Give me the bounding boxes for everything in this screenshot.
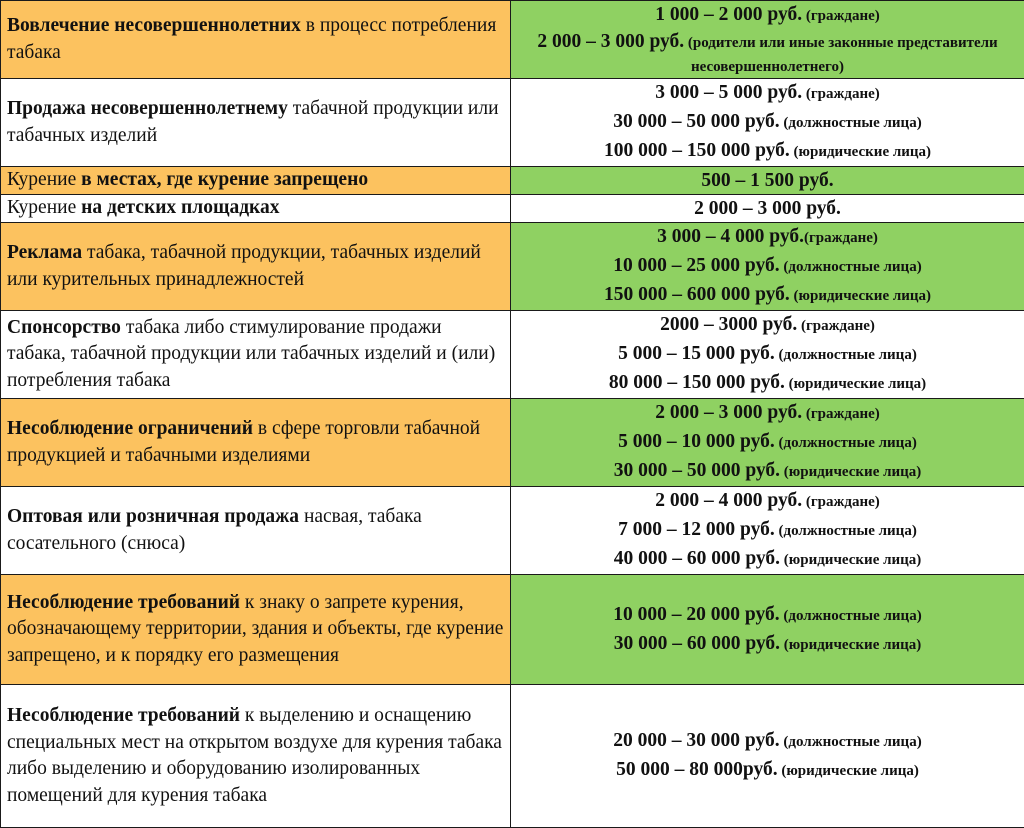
payer-category: (должностные лица) <box>780 259 922 275</box>
offense-emphasis: Несоблюдение требований <box>7 592 240 613</box>
offense-text: табака, табачной продукции, табачных изделий или курительных принадлежностей <box>7 242 481 290</box>
payer-category: (должностные лица) <box>780 115 922 131</box>
fine-amount: 5 000 – 15 000 руб. <box>618 343 775 364</box>
penalty-line <box>517 311 1018 340</box>
penalty-line <box>517 195 1018 222</box>
offense-emphasis: на детских площадках <box>81 197 279 218</box>
offense-text: к выделению и оснащению специальных мест на открытом воздухе для курения табака либо выделению и оборудованию изолированных помещений для курения табака <box>7 705 502 806</box>
fine-amount: 2 000 – 4 000 руб. <box>655 490 802 511</box>
penalty-cell <box>511 399 1024 487</box>
penalty-line <box>517 727 1018 756</box>
penalty-cell <box>511 575 1024 685</box>
fine-amount: 150 000 – 600 000 руб. <box>604 284 790 305</box>
offense-text: насвая, табака сосательного (снюса) <box>7 506 422 554</box>
penalty-line <box>517 756 1018 785</box>
offense-text: Курение <box>7 197 81 218</box>
payer-category: (должностные лица) <box>780 608 922 624</box>
payer-category: (юридические лица) <box>780 552 921 568</box>
fine-amount: 50 000 – 80 000руб. <box>616 759 777 780</box>
penalty-line <box>517 281 1018 310</box>
fine-amount: 3 000 – 4 000 руб. <box>657 226 804 247</box>
offense-cell <box>1 399 511 487</box>
payer-category: (юридические лица) <box>780 464 921 480</box>
offense-cell <box>1 223 511 311</box>
fine-amount: 2000 – 3000 руб. <box>660 314 797 335</box>
penalty-cell <box>511 685 1024 828</box>
payer-category: (юридические лица) <box>785 376 926 392</box>
payer-category: (граждане) <box>802 494 880 510</box>
fine-amount: 2 000 – 3 000 руб. <box>537 31 684 52</box>
fine-amount: 7 000 – 12 000 руб. <box>618 519 775 540</box>
penalty-line <box>517 369 1018 398</box>
penalty-cell <box>511 79 1024 167</box>
offense-text: табака либо стимулирование продажи табака, табачной продукции или табачных изделий и (или) потребления табака <box>7 317 495 391</box>
offense-emphasis: Продажа несовершеннолетнему <box>7 98 288 119</box>
offense-cell <box>1 195 511 223</box>
fine-amount: 100 000 – 150 000 руб. <box>604 140 790 161</box>
fine-amount: 30 000 – 50 000 руб. <box>613 111 779 132</box>
penalty-cell <box>511 195 1024 223</box>
penalty-line <box>517 340 1018 369</box>
payer-category: (должностные лица) <box>775 435 917 451</box>
penalty-line <box>517 457 1018 486</box>
offense-emphasis: Вовлечение несовершеннолетних <box>7 15 301 36</box>
fine-amount: 2 000 – 3 000 руб. <box>655 402 802 423</box>
penalty-line <box>517 167 1018 194</box>
penalty-line <box>517 545 1018 574</box>
fine-amount: 10 000 – 20 000 руб. <box>613 604 779 625</box>
offense-cell <box>1 167 511 195</box>
penalty-line <box>517 79 1018 108</box>
penalty-line <box>517 30 1018 78</box>
fine-row <box>1 487 1024 575</box>
penalty-line <box>517 108 1018 137</box>
offense-cell <box>1 311 511 399</box>
fine-amount: 5 000 – 10 000 руб. <box>618 431 775 452</box>
fine-row <box>1 223 1024 311</box>
penalty-cell <box>511 487 1024 575</box>
penalty-line <box>517 601 1018 630</box>
payer-category: (родители или иные законные представители несовершеннолетнего) <box>684 35 998 75</box>
offense-emphasis: в местах, где курение запрещено <box>81 169 368 190</box>
payer-category: (юридические лица) <box>778 763 919 779</box>
fine-amount: 80 000 – 150 000 руб. <box>609 372 785 393</box>
fine-amount: 40 000 – 60 000 руб. <box>614 548 780 569</box>
offense-cell <box>1 79 511 167</box>
fine-row <box>1 685 1024 828</box>
offense-text: в сфере торговли табачной продукцией и табачными изделиями <box>7 418 480 466</box>
penalty-cell <box>511 1 1024 79</box>
fine-row <box>1 311 1024 399</box>
offense-emphasis: Спонсорство <box>7 317 121 338</box>
fine-row <box>1 1 1024 79</box>
payer-category: (граждане) <box>802 86 880 102</box>
penalty-line <box>517 223 1018 252</box>
penalty-line <box>517 630 1018 659</box>
fine-row <box>1 79 1024 167</box>
offense-emphasis: Оптовая или розничная продажа <box>7 506 299 527</box>
offense-emphasis: Несоблюдение ограничений <box>7 418 253 439</box>
fine-amount: 1 000 – 2 000 руб. <box>655 4 802 25</box>
penalty-line <box>517 137 1018 166</box>
penalty-line <box>517 428 1018 457</box>
fine-row <box>1 399 1024 487</box>
fine-amount: 3 000 – 5 000 руб. <box>655 82 802 103</box>
offense-cell <box>1 487 511 575</box>
fine-amount: 30 000 – 60 000 руб. <box>614 633 780 654</box>
penalty-line <box>517 487 1018 516</box>
offense-emphasis: Несоблюдение требований <box>7 705 240 726</box>
penalty-line <box>517 399 1018 428</box>
payer-category: (должностные лица) <box>775 347 917 363</box>
offense-text: табачной продукции или табачных изделий <box>7 98 499 146</box>
penalty-line <box>517 252 1018 281</box>
fine-amount: 2 000 – 3 000 руб. <box>694 198 841 219</box>
offense-cell <box>1 1 511 79</box>
penalty-cell <box>511 223 1024 311</box>
fine-amount: 30 000 – 50 000 руб. <box>614 460 780 481</box>
fine-row <box>1 195 1024 223</box>
penalty-line <box>517 1 1018 30</box>
offense-text: в процесс потребления табака <box>7 15 496 63</box>
payer-category: (граждане) <box>802 8 880 24</box>
payer-category: (должностные лица) <box>775 523 917 539</box>
payer-category: (граждане) <box>804 230 878 246</box>
fine-amount: 20 000 – 30 000 руб. <box>613 730 779 751</box>
fine-amount: 10 000 – 25 000 руб. <box>613 255 779 276</box>
penalty-cell <box>511 167 1024 195</box>
penalty-cell <box>511 311 1024 399</box>
payer-category: (граждане) <box>797 318 875 334</box>
payer-category: (юридические лица) <box>790 288 931 304</box>
fines-table-body <box>1 1 1024 828</box>
penalty-line <box>517 516 1018 545</box>
payer-category: (юридические лица) <box>780 637 921 653</box>
fine-row <box>1 575 1024 685</box>
payer-category: (граждане) <box>802 406 880 422</box>
payer-category: (должностные лица) <box>780 734 922 750</box>
fine-amount: 500 – 1 500 руб. <box>701 170 833 191</box>
payer-category: (юридические лица) <box>790 144 931 160</box>
fine-row <box>1 167 1024 195</box>
offense-emphasis: Реклама <box>7 242 82 263</box>
offense-text: к знаку о запрете курения, обозначающему территории, здания и объекты, где курение запрещено, и к порядку его размещения <box>7 592 503 666</box>
offense-cell <box>1 685 511 828</box>
offense-text: Курение <box>7 169 81 190</box>
offense-cell <box>1 575 511 685</box>
